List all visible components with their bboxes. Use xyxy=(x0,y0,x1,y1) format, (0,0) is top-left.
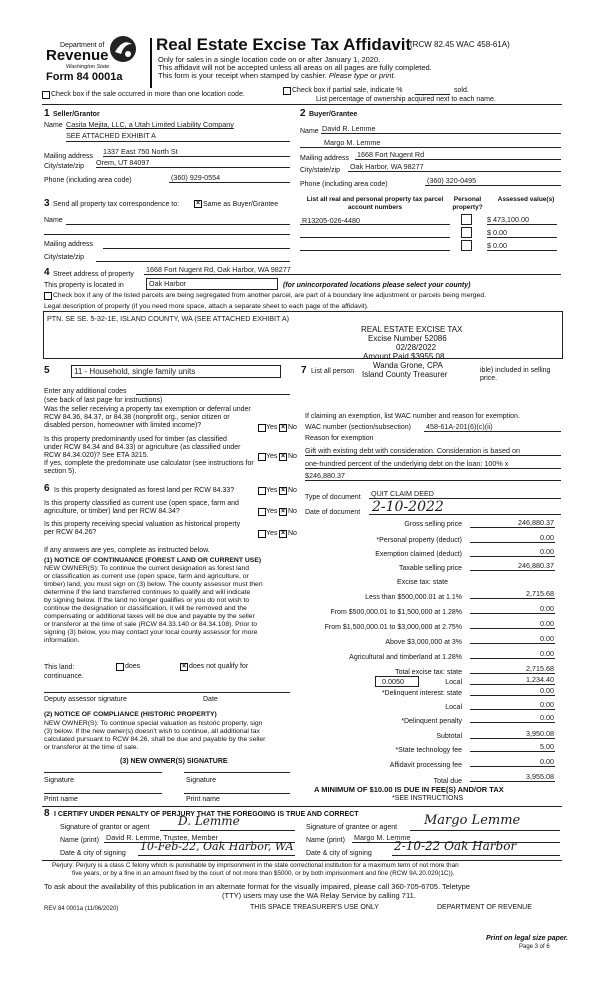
grantor-date-city[interactable]: 10-Feb-22, Oak Harbor, WA xyxy=(140,840,294,853)
calc-label-gross: Gross selling price xyxy=(404,521,462,528)
calc-label-tier2: From $500,000.01 to $1,500,000 at 1.28% xyxy=(330,609,462,616)
header-note1: Only for sales in a single location code on or after January 1, 2020. xyxy=(158,55,381,64)
timber-question: Is this property predominantly used for timber (as classified under RCW 84.34 and 84.33) or agriculture (as classified under RCW 84.34.020)? See ETA 3215. xyxy=(44,436,241,459)
page-number: Page 3 of 6 xyxy=(519,944,550,950)
buyer-address[interactable]: 1668 Fort Nugent Rd xyxy=(357,150,425,159)
notice-continuance-line1: NEW OWNER(S): To continue the current designation as forest land xyxy=(44,565,250,572)
notice-continuance-line10: information. xyxy=(44,637,80,644)
notice-compliance-line2: (3) below. If the new owner(s) doesn't wish to continue, all additional tax xyxy=(44,728,260,735)
wac-label: WAC number (section/subsection) xyxy=(305,424,411,431)
calc-label-delinquent-interest-local: Local xyxy=(445,704,462,711)
calc-value-tier3[interactable]: 0.00 xyxy=(540,619,554,628)
section1-number: 1 xyxy=(44,108,50,119)
assessed-value-header: Assessed value(s) xyxy=(497,196,555,203)
answers-note: If any answers are yes, complete as instructed below. xyxy=(44,547,210,554)
located-note: (for unincorporated locations please select your county) xyxy=(283,282,471,289)
notice-continuance-line2: or classification as current use (open space, farm and agriculture, or xyxy=(44,573,249,580)
calc-value-total-due[interactable]: 3,955.08 xyxy=(526,772,554,781)
agency-line3: Washington State xyxy=(66,64,110,70)
seller-heading: Seller/Grantor xyxy=(53,111,100,118)
q1-yes-checkbox[interactable] xyxy=(258,424,266,432)
notice-continuance-line4: determine if the land transferred continues to qualify and will indicate xyxy=(44,589,251,596)
section7-text-a: List all person xyxy=(311,368,355,375)
does-qualify-checkbox[interactable] xyxy=(116,663,124,671)
q5-no-checkbox[interactable]: × xyxy=(280,530,286,537)
q4-yes-label: Yes xyxy=(266,508,278,515)
q2-no-label: No xyxy=(288,453,297,460)
multi-location-checkbox[interactable] xyxy=(42,91,50,99)
does-not-qualify-label: does not qualify for xyxy=(189,663,249,670)
buyer-city-label: City/state/zip xyxy=(300,167,341,174)
exemption-claim-question: If claiming an exemption, list WAC number and reason for exemption. xyxy=(305,413,520,420)
seller-phone[interactable]: (360) 929-0554 xyxy=(171,173,221,182)
segregated-checkbox[interactable] xyxy=(44,292,52,300)
corr-name-label: Name xyxy=(44,217,63,224)
notice-continuance-line3: timber) land, you must sign on (3) below. The county assessor must then xyxy=(44,581,263,588)
q3-no-checkbox[interactable]: × xyxy=(280,487,286,494)
rcw-reference: (RCW 82.45 WAC 458-61A) xyxy=(410,40,510,49)
q5-yes-label: Yes xyxy=(266,530,278,537)
header-note3: This form is your receipt when stamped by cashier. Please type or print. xyxy=(158,71,396,80)
assessed-value-2[interactable]: $ 0.00 xyxy=(487,228,507,237)
section4-number: 4 xyxy=(44,267,50,278)
grantee-name-label: Name (print) xyxy=(306,837,345,844)
exemption-question: Was the seller receiving a property tax exemption or deferral under RCW 84.36, 84.37, or 84.38 (nonprofit org., senior citizen or disabled person, homeowner with limited income)? xyxy=(44,406,251,429)
does-not-qualify-checkbox[interactable]: × xyxy=(181,663,187,670)
perjury-certification: I CERTIFY UNDER PENALTY OF PERJURY THAT THE FOREGOING IS TRUE AND CORRECT xyxy=(54,811,359,818)
grantor-signature-label: Signature of grantor or agent xyxy=(60,824,150,831)
local-rate-box[interactable]: 0.0050 xyxy=(375,676,419,687)
calc-label-total-state: Total excise tax: state xyxy=(395,669,462,676)
calc-label-tier3: From $1,500,000.01 to $3,000,000 at 2.75% xyxy=(324,624,462,631)
grantor-name-label: Name (print) xyxy=(60,837,99,844)
seller-address-label: Mailing address xyxy=(44,153,94,160)
notice-continuance-line5: by signing below. If the land no longer qualifies or you do not wish to xyxy=(44,597,250,604)
stamp-line6: Island County Treasurer xyxy=(362,370,448,379)
partial-sale-checkbox[interactable] xyxy=(283,87,291,95)
calc-label-excise-state: Excise tax: state xyxy=(397,579,448,586)
grantee-signature[interactable]: Margo Lemme xyxy=(424,813,521,828)
calc-label-tier4: Above $3,000,000 at 3% xyxy=(385,639,462,646)
street-address-label: Street address of property xyxy=(53,271,134,278)
reason-line3[interactable]: $246,880.37 xyxy=(305,471,345,480)
stamp-line1: REAL ESTATE EXCISE TAX xyxy=(361,325,463,334)
calc-label-agricultural: Agricultural and timberland at 1.28% xyxy=(349,654,462,661)
seller-city-label: City/state/zip xyxy=(44,163,85,170)
buyer-name-line2[interactable]: Margo M. Lemme xyxy=(324,138,381,147)
stamp-line5: Wanda Grone, CPA xyxy=(373,361,443,370)
see-list-note: (see back of last page for instructions) xyxy=(44,397,163,404)
owner-signature-label-2: Signature xyxy=(186,777,216,784)
continuance-label: continuance. xyxy=(44,673,84,680)
form-revision: REV 84 0001a (11/06/2020) xyxy=(44,906,119,912)
calc-value-tech-fee[interactable]: 5.00 xyxy=(540,742,554,751)
calc-value-processing-fee[interactable]: 0.00 xyxy=(540,757,554,766)
notice-compliance-heading: (2) NOTICE OF COMPLIANCE (HISTORIC PROPERTY) xyxy=(44,711,217,718)
additional-codes-label: Enter any additional codes xyxy=(44,388,127,395)
calc-value-tier1[interactable]: 2,715.68 xyxy=(526,589,554,598)
assessed-value-1[interactable]: $ 473,100.00 xyxy=(487,215,529,224)
located-in-label: This property is located in xyxy=(44,282,124,289)
header-note2: This affidavit will not be accepted unless all areas on all pages are fully completed. xyxy=(158,63,432,72)
seller-name-label: Name xyxy=(44,122,63,129)
section3-number: 3 xyxy=(44,198,50,209)
buyer-phone[interactable]: (360) 320-0495 xyxy=(427,176,477,185)
notice-continuance-line6: continue the designation or classification, it will be removed and the xyxy=(44,605,247,612)
legal-description-label: Legal description of property (if you need more space, attach a separate sheet to each page of the affidavit). xyxy=(44,303,369,310)
q1-no-label: No xyxy=(288,424,297,431)
stamp-line2: Excise Number 52086 xyxy=(368,334,447,343)
calc-value-personal[interactable]: 0.00 xyxy=(540,533,554,542)
seller-phone-label: Phone (including area code) xyxy=(44,177,132,184)
grantor-signature[interactable]: D. Lemme xyxy=(178,814,240,828)
calc-value-tier4[interactable]: 0.00 xyxy=(540,634,554,643)
section2-number: 2 xyxy=(300,108,306,119)
location-select[interactable]: Oak Harbor xyxy=(146,278,278,290)
segregated-label: Check box if any of the listed parcels are being segregated from another parcel, are part of a boundary line adjustment or parcels being merged. xyxy=(53,292,486,299)
calc-value-tier2[interactable]: 0.00 xyxy=(540,604,554,613)
corr-mailing-label: Mailing address xyxy=(44,241,94,248)
calc-label-subtotal: Subtotal xyxy=(436,733,462,740)
corr-city-label: City/state/zip xyxy=(44,254,85,261)
buyer-city[interactable]: Oak Harbor, WA 98277 xyxy=(350,162,424,171)
seller-address[interactable]: 1337 East 750 North St xyxy=(103,147,178,156)
calc-value-exemption[interactable]: 0.00 xyxy=(540,547,554,556)
grantee-name[interactable]: Margo M. Lemme xyxy=(354,833,411,842)
reason-line1[interactable]: Gift with existing debt with consideration. Consideration is based on xyxy=(305,446,520,455)
calc-label-processing-fee: Affidavit processing fee xyxy=(389,762,462,769)
calc-value-total-state[interactable]: 2,715.68 xyxy=(526,664,554,673)
assessed-value-3[interactable]: $ 0.00 xyxy=(487,241,507,250)
see-instructions: *SEE INSTRUCTIONS xyxy=(392,795,464,802)
document-date[interactable]: 2-10-2022 xyxy=(372,499,444,515)
buyer-name-line1[interactable]: David R. Lemme xyxy=(322,124,376,133)
q1-yes-label: Yes xyxy=(266,424,278,431)
dor-logo xyxy=(108,34,138,64)
multi-location-label: Check box if the sale occurred in more than one location code. xyxy=(51,91,245,98)
calc-label-taxable: Taxable selling price xyxy=(398,565,462,572)
calc-value-taxable[interactable]: 246,880.37 xyxy=(518,561,554,570)
tty-notice: (TTY) users may use the WA Relay Service by calling 711. xyxy=(222,891,416,900)
use-code-select[interactable]: 11 - Household, single family units xyxy=(71,365,281,378)
forest-land-question: Is this property designated as forest land per RCW 84.33? xyxy=(54,487,235,494)
perjury-warning-line1: Perjury: Perjury is a class C felony which is punishable by imprisonment in the state correctional institution for a maximum term of not more than xyxy=(52,862,459,869)
property-street-address[interactable]: 1668 Fort Nugent Rd, Oak Harbor, WA 98277 xyxy=(146,265,291,274)
notice-continuance-heading: (1) NOTICE OF CONTINUANCE (FOREST LAND OR CURRENT USE) xyxy=(44,557,262,564)
calc-value-delinquent-interest-state[interactable]: 0.00 xyxy=(540,686,554,695)
calc-value-gross[interactable]: 246,880.37 xyxy=(518,518,554,527)
grantor-name[interactable]: David R. Lemme, Trustee, Member xyxy=(106,833,218,842)
partial-sale-label: Check box if partial sale, indicate % xyxy=(292,87,403,94)
legal-description-box[interactable] xyxy=(43,311,563,359)
q2-no-checkbox[interactable]: × xyxy=(280,453,286,460)
calc-value-local[interactable]: 1,234.40 xyxy=(526,675,554,684)
dor-label: DEPARTMENT OF REVENUE xyxy=(437,904,532,911)
calc-label-total-due: Total due xyxy=(433,778,462,785)
same-as-buyer-label: Same as Buyer/Grantee xyxy=(203,201,279,208)
personal-property-checkbox-3[interactable] xyxy=(461,240,472,251)
buyer-name-label: Name xyxy=(300,128,319,135)
q4-no-label: No xyxy=(288,508,297,515)
calc-label-local: Local xyxy=(445,679,462,686)
legal-description: PTN. SE SE. 5-32-1E, ISLAND COUNTY, WA (SEE ATTACHED EXHIBIT A) xyxy=(47,314,290,323)
predominate-use-note: If yes, complete the predominate use calculator (see instructions for section 5). xyxy=(44,460,254,475)
q3-no-label: No xyxy=(288,487,297,494)
calc-value-agricultural[interactable]: 0.00 xyxy=(540,649,554,658)
grantee-date-city[interactable]: 2-10-22 Oak Harbor xyxy=(394,839,517,853)
treasurer-use-label: THIS SPACE TREASURER'S USE ONLY xyxy=(250,904,379,911)
document-type[interactable]: QUIT CLAIM DEED xyxy=(371,489,434,498)
personal-property-checkbox-2[interactable] xyxy=(461,227,472,238)
notice-continuance-line9: signing (3) below, you may contact your local county assessor for more xyxy=(44,629,258,636)
this-land-label: This land: xyxy=(44,664,75,671)
same-as-buyer-checkbox[interactable]: × xyxy=(195,200,201,207)
seller-city[interactable]: Orem, UT 84097 xyxy=(96,158,150,167)
q2-yes-label: Yes xyxy=(266,453,278,460)
grantee-date-label: Date & city of signing xyxy=(306,850,372,857)
reason-line2[interactable]: one-hundred percent of the underlying debt on the loan: 100% x xyxy=(305,459,509,468)
minimum-due-notice: A MINIMUM OF $10.00 IS DUE IN FEE(S) AND/OR TAX xyxy=(314,785,504,794)
legal-paper-note: Print on legal size paper. xyxy=(486,935,569,942)
section7-text-b: ible) included in selling price. xyxy=(480,367,551,382)
form-title: Real Estate Excise Tax Affidavit xyxy=(156,35,412,54)
sold-label: sold. xyxy=(454,87,469,94)
agency-name: Revenue xyxy=(46,47,109,64)
q3-yes-label: Yes xyxy=(266,487,278,494)
historic-question: Is this property receiving special valuation as historical property per RCW 84.26? xyxy=(44,521,241,536)
calc-label-tech-fee: *State technology fee xyxy=(395,747,462,754)
owner-print-name-label-2: Print name xyxy=(186,796,220,803)
parcel-number-1[interactable]: R13205-026-4480 xyxy=(302,216,360,225)
q4-yes-checkbox[interactable] xyxy=(258,508,266,516)
calc-label-tier1: Less than $500,000.01 at 1.1% xyxy=(365,594,462,601)
seller-name-line1[interactable]: Casita Mejita, LLC, a Utah Limited Liability Company xyxy=(66,120,234,129)
buyer-phone-label: Phone (including area code) xyxy=(300,181,388,188)
correspondence-label: Send all property tax correspondence to: xyxy=(53,201,180,208)
notice-continuance-line7: compensating or additional taxes will be due and payable by the seller xyxy=(44,613,255,620)
deputy-date-label: Date xyxy=(203,696,218,703)
new-owner-signature-heading: (3) NEW OWNER(S) SIGNATURE xyxy=(120,758,228,765)
buyer-heading: Buyer/Grantee xyxy=(309,111,358,118)
section7-number: 7 xyxy=(301,365,307,376)
does-qualify-label: does xyxy=(125,663,141,670)
stamp-line4: Amount Paid $3955.08 xyxy=(363,352,445,361)
stamp-line3: 02/28/2022 xyxy=(396,343,437,352)
q5-yes-checkbox[interactable] xyxy=(258,530,266,538)
calc-label-personal: *Personal property (deduct) xyxy=(376,537,462,544)
grantor-date-label: Date & city of signing xyxy=(60,850,126,857)
calc-value-delinquent-interest-local[interactable]: 0.00 xyxy=(540,700,554,709)
buyer-address-label: Mailing address xyxy=(300,155,350,162)
q5-no-label: No xyxy=(288,530,297,537)
ownership-note: List percentage of ownership acquired next to each name. xyxy=(316,96,496,103)
section8-number: 8 xyxy=(44,808,50,819)
owner-signature-label-1: Signature xyxy=(44,777,74,784)
document-date-label: Date of document xyxy=(305,509,361,516)
deputy-signature-label: Deputy assessor signature xyxy=(44,696,127,703)
parcel-header: List all real and personal property tax parcel account numbers xyxy=(306,196,444,211)
current-use-question: Is this property classified as current use (open space, farm and agriculture, or timber) land per RCW 84.34? xyxy=(44,500,239,515)
section5-number: 5 xyxy=(44,365,50,376)
q3-yes-checkbox[interactable] xyxy=(258,487,266,495)
notice-compliance-line4: or transferor at the time of sale. xyxy=(44,744,139,751)
calc-label-delinquent-penalty: *Delinquent penalty xyxy=(401,718,462,725)
notice-compliance-line1: NEW OWNER(S): To continue special valuation as historic property, sign xyxy=(44,720,263,727)
notice-compliance-line3: calculated pursuant to RCW 84.26, shall be due and payable by the seller xyxy=(44,736,266,743)
form-number: Form 84 0001a xyxy=(46,71,123,83)
grantee-signature-label: Signature of grantee or agent xyxy=(306,824,398,831)
perjury-warning-line2: five years, or by a fine in an amount fixed by the court of not more than $5000, or by both imprisonment and fine (RCW 9A.20.020(1C)). xyxy=(72,870,455,877)
agency-line1: Department of xyxy=(60,42,105,49)
personal-property-header: Personal property? xyxy=(452,196,483,211)
q1-no-checkbox[interactable]: × xyxy=(280,424,286,431)
document-type-label: Type of document xyxy=(305,494,361,501)
owner-print-name-label-1: Print name xyxy=(44,796,78,803)
reason-label: Reason for exemption xyxy=(305,435,374,442)
calc-label-delinquent-interest-state: *Delinquent interest: state xyxy=(381,690,462,697)
calc-value-delinquent-penalty[interactable]: 0.00 xyxy=(540,713,554,722)
wac-number[interactable]: 458-61A-201(6)(c)(ii) xyxy=(426,422,493,431)
alternate-format-notice: To ask about the availability of this publication in an alternate format for the visually impaired, please call 360-705-6705. Teletype xyxy=(44,882,470,891)
section6-number: 6 xyxy=(44,483,50,494)
seller-name-line2[interactable]: SEE ATTACHED EXHIBIT A xyxy=(66,131,156,140)
calc-value-subtotal[interactable]: 3,950.08 xyxy=(526,729,554,738)
personal-property-checkbox-1[interactable] xyxy=(461,214,472,225)
q4-no-checkbox[interactable]: × xyxy=(280,508,286,515)
notice-continuance-line8: or transferor at the time of sale (RCW 84.33.140 or 84.34.108). Prior to xyxy=(44,621,258,628)
calc-label-exemption: Exemption claimed (deduct) xyxy=(375,551,462,558)
